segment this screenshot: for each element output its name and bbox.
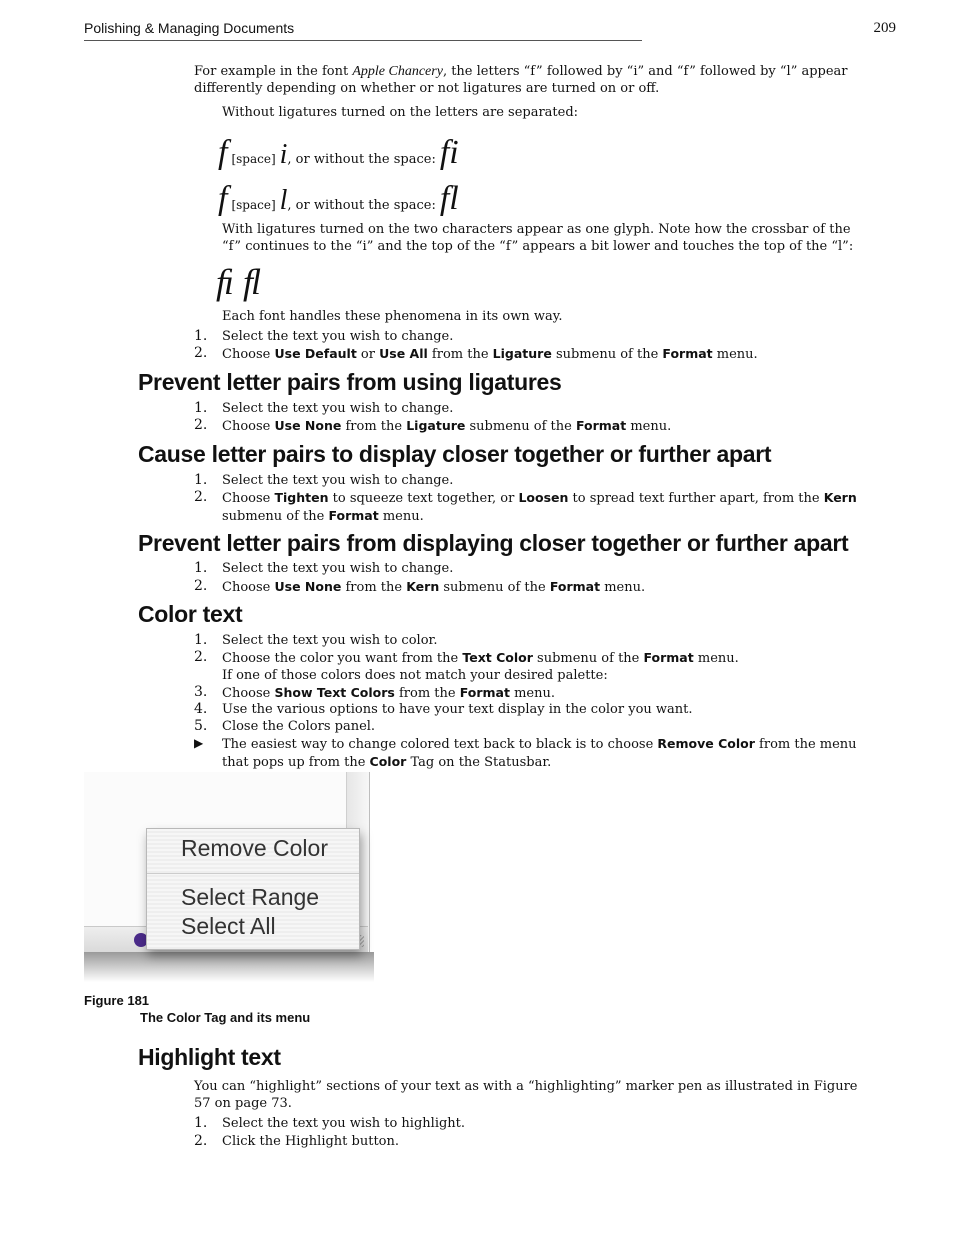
menu-command: Use All	[379, 346, 428, 361]
menu-command: Show Text Colors	[274, 685, 395, 700]
step-text: Select the text you wish to color.	[222, 633, 438, 648]
glyph-l: l	[279, 185, 288, 216]
menu-command: Ligature	[406, 418, 466, 433]
step-number: 1.	[194, 400, 208, 416]
step-text: Use the various options to have your text display in the color you want.	[222, 702, 693, 717]
menu-command: Use None	[274, 418, 342, 433]
menu-separator	[147, 873, 359, 874]
step-number: 2.	[194, 578, 208, 594]
step-text: Select the text you wish to highlight.	[222, 1116, 466, 1131]
space-label: [space]	[231, 152, 276, 166]
step-text: Choose Tighten to squeeze text together, or Loosen to spread text further apart, from the Kern submenu of the Format menu.	[222, 490, 857, 524]
step-text: Choose the color you want from the Text Color submenu of the Format menu. If one of those colors does not match your desired palette:	[222, 650, 739, 683]
menu-command: Remove Color	[657, 736, 755, 751]
step-text: Close the Colors panel.	[222, 719, 376, 734]
glyph-i: i	[279, 139, 288, 170]
step-text: Select the text you wish to change.	[222, 561, 454, 576]
menu-item-select-range[interactable]: Select Range	[181, 884, 320, 910]
step-text: Choose Use None from the Ligature submenu of the Format menu.	[222, 418, 672, 434]
row-text: , or without the space:	[287, 198, 436, 213]
intro-line-2: differently depending on whether or not ligatures are turned on or off.	[194, 81, 660, 96]
window-shadow	[84, 952, 374, 982]
step-number: 1.	[194, 560, 208, 576]
menu-command: Color	[369, 754, 407, 769]
step-number: 2.	[194, 649, 208, 665]
with-ligatures-line-1: With ligatures turned on the two characters appear as one glyph. Note how the crossbar of the	[222, 222, 851, 237]
glyph-f: f	[218, 134, 228, 171]
menu-command: Use None	[274, 579, 342, 594]
menu-command: Format	[328, 508, 379, 523]
menu-command: Text Color	[462, 650, 533, 665]
menu-command: Ligature	[492, 346, 552, 361]
step-text: Select the text you wish to change.	[222, 329, 454, 344]
menu-command: Kern	[823, 490, 857, 505]
step-number: 2.	[194, 345, 208, 361]
row-text: , or without the space:	[287, 152, 436, 167]
menu-command: Kern	[406, 579, 440, 594]
menu-item-remove-color[interactable]: Remove Color	[181, 835, 328, 861]
step-number: 2.	[194, 489, 208, 505]
glyph-fi-separate: fi	[439, 134, 459, 171]
menu-item-select-all[interactable]: Select All	[181, 913, 276, 939]
menu-command: Format	[643, 650, 694, 665]
step-number: 1.	[194, 632, 208, 648]
section-heading-color-text: Color text	[138, 601, 243, 627]
step-number: 5.	[194, 718, 208, 734]
glyph-fl-separate: fl	[439, 180, 459, 217]
ligature-glyphs: ﬁ ﬂ	[216, 262, 261, 302]
glyph-f: f	[218, 180, 228, 217]
highlight-intro-line-2: 57 on page 73.	[194, 1096, 292, 1111]
step-number: 1.	[194, 328, 208, 344]
section-heading-prevent-kern: Prevent letter pairs from displaying closer together or further apart	[138, 530, 849, 556]
section-heading-prevent-ligatures: Prevent letter pairs from using ligatures	[138, 369, 562, 395]
page-number: 209	[873, 20, 896, 36]
step-number: 1.	[194, 1115, 208, 1131]
popup-menu	[146, 828, 360, 950]
tip-bullet-icon: ▶	[194, 736, 204, 750]
glyph-row-fl	[218, 182, 459, 222]
step-text: Click the Highlight button.	[222, 1134, 400, 1149]
glyph-row-fi	[218, 136, 459, 176]
step-number: 2.	[194, 1133, 208, 1149]
menu-command: Format	[459, 685, 510, 700]
figure-color-tag-menu	[84, 772, 384, 987]
highlight-intro-line-1: You can “highlight” sections of your text as with a “highlighting” marker pen as illustrated in Figure	[194, 1079, 858, 1094]
figure-caption-text: The Color Tag and its menu	[140, 1010, 311, 1025]
each-font-text: Each font handles these phenomena in its own way.	[222, 309, 563, 324]
step-number: 1.	[194, 472, 208, 488]
step-text: Choose Use Default or Use All from the Ligature submenu of the Format menu.	[222, 346, 758, 362]
step-number: 3.	[194, 684, 208, 700]
without-ligatures-text: Without ligatures turned on the letters are separated:	[222, 105, 579, 120]
figure-caption-label: Figure 181	[84, 993, 150, 1008]
step-text: Choose Show Text Colors from the Format menu.	[222, 685, 555, 701]
menu-command: Tighten	[274, 490, 329, 505]
intro-line-1: For example in the font Apple Chancery, the letters “f” followed by “i” and “f” followed by “l” appear	[194, 64, 848, 79]
section-heading-kern: Cause letter pairs to display closer together or further apart	[138, 441, 772, 467]
section-heading-highlight-text: Highlight text	[138, 1044, 281, 1070]
step-number: 4.	[194, 701, 208, 717]
menu-command: Format	[662, 346, 713, 361]
step-text: Select the text you wish to change.	[222, 401, 454, 416]
step-text: Select the text you wish to change.	[222, 473, 454, 488]
menu-command: Loosen	[518, 490, 569, 505]
step-text: Choose Use None from the Kern submenu of the Format menu.	[222, 579, 646, 595]
step-number: 2.	[194, 417, 208, 433]
with-ligatures-line-2: “f” continues to the “i” and the top of the “f” appears a bit lower and touches the top of the “l”:	[222, 239, 854, 254]
tip-text: The easiest way to change colored text back to black is to choose Remove Color from the menu that pops up from the Color Tag on the Statusbar.	[222, 736, 857, 770]
menu-command: Use Default	[274, 346, 357, 361]
running-head: Polishing & Managing Documents	[84, 20, 642, 41]
font-name: Apple Chancery	[352, 64, 443, 79]
space-label: [space]	[231, 198, 276, 212]
menu-command: Format	[575, 418, 627, 433]
menu-command: Format	[549, 579, 601, 594]
